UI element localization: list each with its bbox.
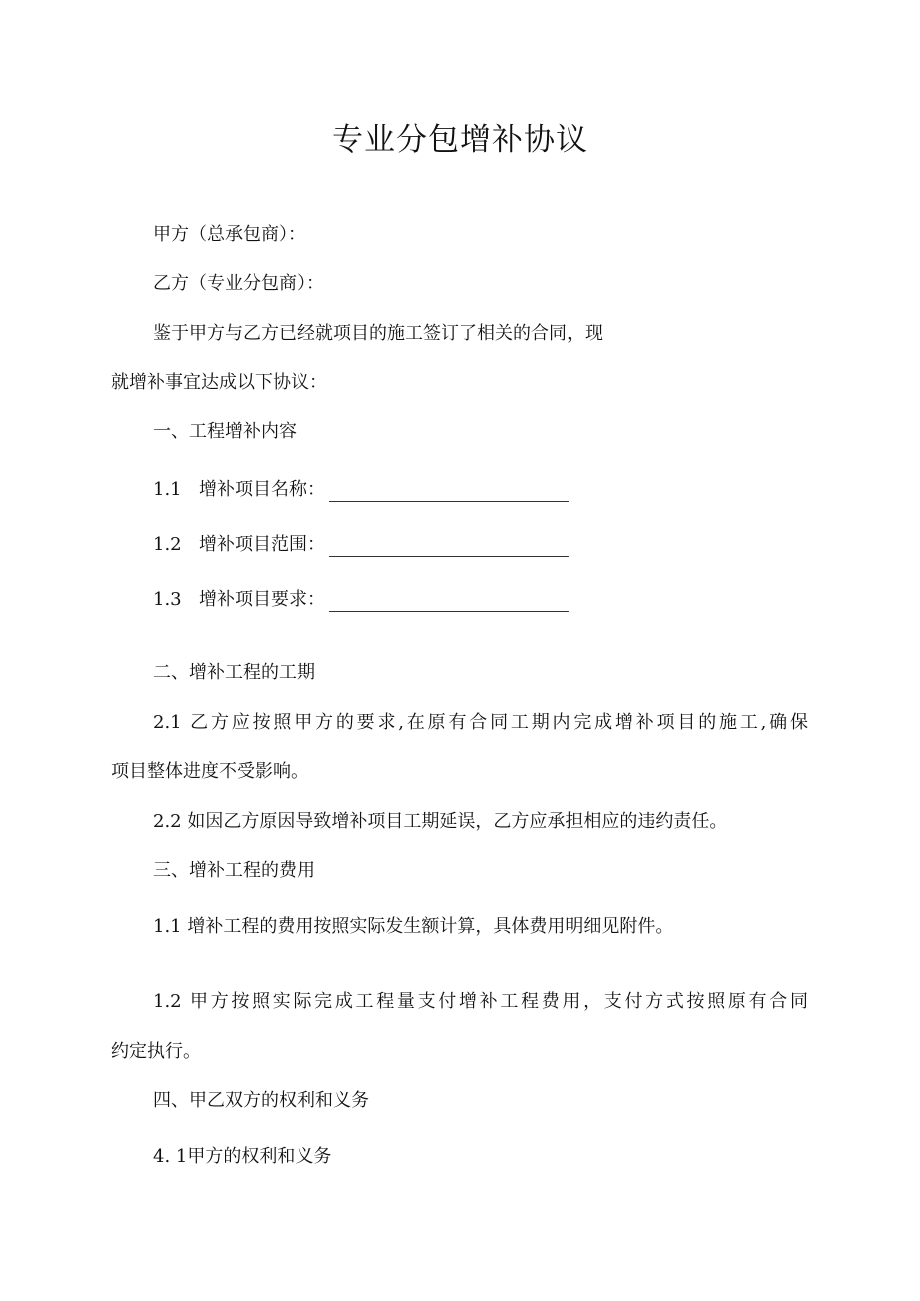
section-2-item-1-line-2: 项目整体进度不受影响。 bbox=[111, 761, 309, 782]
item-number: 1.1 bbox=[153, 479, 182, 500]
fill-in-blank bbox=[329, 483, 569, 502]
party-a-line: 甲方（总承包商）： bbox=[153, 224, 306, 245]
section-2-item-2: 2.2 如因乙方原因导致增补项目工期延误，乙方应承担相应的违约责任。 bbox=[153, 811, 728, 832]
fill-in-blank bbox=[329, 593, 569, 612]
fill-in-blank bbox=[329, 538, 569, 557]
page-title: 专业分包增补协议 bbox=[332, 122, 588, 158]
section-1-item bbox=[153, 478, 569, 502]
party-b-line: 乙方（专业分包商）： bbox=[153, 273, 324, 294]
section-4-sub-1: 4. 1甲方的权利和义务 bbox=[153, 1146, 332, 1167]
item-number: 1.3 bbox=[153, 589, 182, 610]
item-label: 增补项目范围： bbox=[199, 534, 325, 555]
section-1-item bbox=[153, 588, 569, 612]
item-label: 增补项目要求： bbox=[199, 589, 325, 610]
section-1-item bbox=[153, 533, 569, 557]
item-number: 1.2 bbox=[153, 534, 182, 555]
section-3-item-2-line-2: 约定执行。 bbox=[111, 1041, 201, 1062]
section-2-heading: 二、增补工程的工期 bbox=[153, 662, 315, 683]
section-3-item-2-line-1: 1.2 甲方按照实际完成工程量支付增补工程费用，支付方式按照原有合同 bbox=[153, 991, 808, 1012]
item-label: 增补项目名称： bbox=[199, 479, 325, 500]
section-2-item-1-line-1: 2.1 乙方应按照甲方的要求,在原有合同工期内完成增补项目的施工,确保 bbox=[153, 712, 808, 733]
intro-line-2: 就增补事宜达成以下协议： bbox=[111, 372, 327, 393]
section-1-heading: 一、工程增补内容 bbox=[153, 421, 297, 442]
section-3-heading: 三、增补工程的费用 bbox=[153, 860, 315, 881]
section-4-heading: 四、甲乙双方的权利和义务 bbox=[153, 1090, 369, 1111]
intro-line-1: 鉴于甲方与乙方已经就项目的施工签订了相关的合同，现 bbox=[153, 323, 603, 344]
section-3-item-1: 1.1 增补工程的费用按照实际发生额计算，具体费用明细见附件。 bbox=[153, 916, 674, 937]
